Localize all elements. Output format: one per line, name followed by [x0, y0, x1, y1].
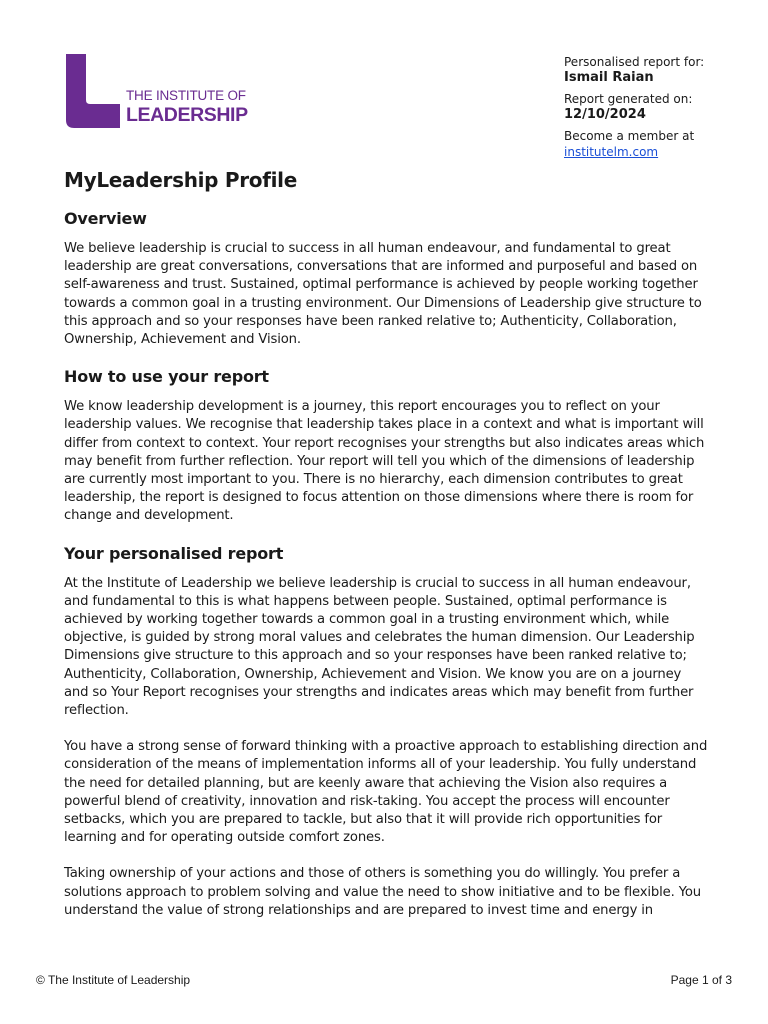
generated-date: 12/10/2024: [564, 107, 646, 122]
section-paragraph: We believe leadership is crucial to success in all human endeavour, and fundamental to great leadership are great conversations, conversations that are informed and purposeful and based on self-awareness and trust. Sustained, optimal performance is achieved by people working together towards a common goal in a trusting environment. Our Dimensions of Leadership give structure to this approach and so your responses have been ranked relative to; Authenticity, Collaboration, Ownership, Achievement and Vision.: [64, 241, 702, 348]
section-paragraph: You have a strong sense of forward thinking with a proactive approach to establishing direction and consideration of the means of implementation informs all of your leadership. You fully understand the need for detailed planning, but are keenly aware that achieving the Vision also requires a powerful blend of creativity, innovation and risk-taking. You accept the process will encounter setbacks, which you are prepared to tackle, but also that it will provide rich opportunities for learning and for operating outside comfort zones.: [64, 739, 708, 846]
report-for-label: Personalised report for:: [564, 55, 705, 69]
footer-page-number: Page 1 of 3: [670, 973, 732, 987]
logo-line-2: LEADERSHIP: [126, 103, 248, 126]
report-meta: [564, 54, 754, 160]
institute-logo: [64, 52, 264, 128]
document-body: [64, 168, 708, 938]
member-label: Become a member at: [564, 129, 695, 143]
footer-copyright: © The Institute of Leadership: [36, 973, 191, 987]
logo-wordmark: [126, 89, 248, 125]
section-heading-personalised-report: Your personalised report: [64, 543, 284, 563]
section-paragraph: We know leadership development is a journey, this report encourages you to reflect on your leadership values. We recognise that leadership takes place in a context and what is important will differ from context to context. Your report recognises your strengths but also indicates areas which may benefit from further reflection. Your report will tell you which of the dimensions of leadership are currently most important to you. There is no hierarchy, each dimension contributes to great leadership, the report is designed to focus attention on those dimensions where there is room for change and development.: [64, 399, 705, 524]
document-title: MyLeadership Profile: [64, 168, 298, 192]
logo-line-1: THE INSTITUTE OF: [126, 88, 246, 103]
section-heading-how-to-use: How to use your report: [64, 367, 269, 387]
section-heading-overview: Overview: [64, 209, 147, 228]
section-paragraph: Taking ownership of your actions and those of others is something you do willingly. You prefer a solutions approach to problem solving and value the need to show initiative and to be flexible. You understand the value of strong relationships and are prepared to invest time and energy in: [64, 866, 701, 918]
member-link[interactable]: institutelm.com: [564, 145, 659, 159]
institute-logo-icon: [64, 52, 120, 128]
generated-label: Report generated on:: [564, 92, 693, 106]
section-paragraph: At the Institute of Leadership we believe leadership is crucial to success in all human endeavour, and fundamental to this is what happens between people. Sustained, optimal performance is achieved by working together towards a common goal in a trusting environment which, while objective, is guided by strong moral values and celebrates the human dimension. Our Leadership Dimensions give structure to this approach and so your responses have been ranked relative to; Authenticity, Collaboration, Ownership, Achievement and Vision. We know you are on a journey and so Your Report recognises your strengths and indicates areas which may benefit from further reflection.: [64, 575, 695, 719]
report-for-name: Ismail Raian: [564, 70, 654, 85]
